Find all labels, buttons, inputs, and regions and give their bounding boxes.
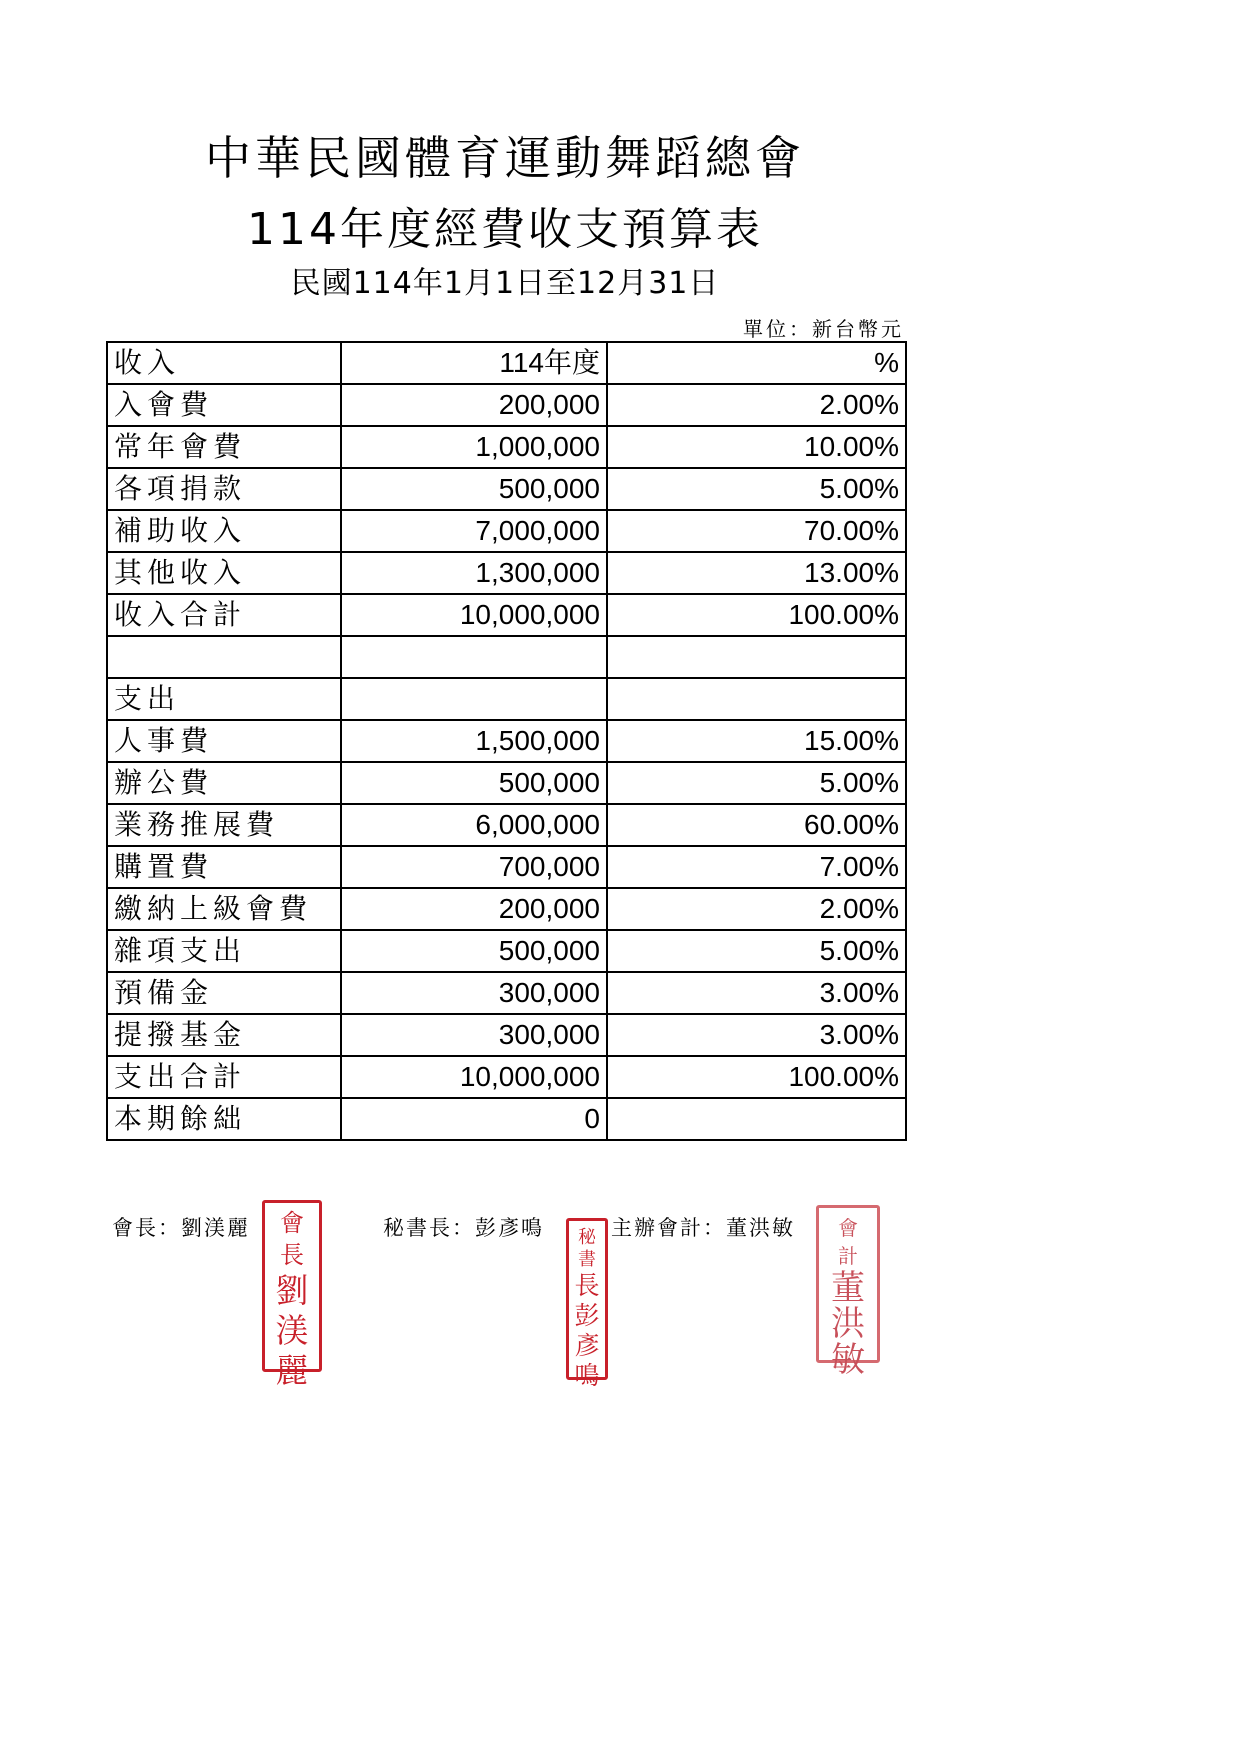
expense-header-row [107, 678, 906, 720]
row-item: 預備金 [107, 972, 341, 1014]
row-amount: 300,000 [341, 972, 607, 1014]
header-amount: 114年度 [341, 342, 607, 384]
row-amount: 1,300,000 [341, 552, 607, 594]
table-header-row [107, 342, 906, 384]
table-row [107, 762, 906, 804]
table-row [107, 804, 906, 846]
row-amount: 300,000 [341, 1014, 607, 1056]
table-row [107, 552, 906, 594]
table-row [107, 1014, 906, 1056]
row-amount: 200,000 [341, 888, 607, 930]
president-seal: 會 長 劉 渼 麗 [262, 1200, 322, 1372]
row-item: 本期餘絀 [107, 1098, 341, 1140]
row-item: 補助收入 [107, 510, 341, 552]
blank-cell [607, 636, 906, 678]
row-amount: 700,000 [341, 846, 607, 888]
row-percent: 100.00% [607, 1056, 906, 1098]
row-amount: 500,000 [341, 930, 607, 972]
row-item: 支出合計 [107, 1056, 341, 1098]
row-amount: 6,000,000 [341, 804, 607, 846]
row-percent: 100.00% [607, 594, 906, 636]
table-row [107, 888, 906, 930]
balance-row [107, 1098, 906, 1140]
header-item: 收入 [107, 342, 341, 384]
row-amount: 7,000,000 [341, 510, 607, 552]
row-item: 業務推展費 [107, 804, 341, 846]
row-item: 雜項支出 [107, 930, 341, 972]
document-title: 114年度經費收支預算表 [247, 204, 763, 255]
row-item: 常年會費 [107, 426, 341, 468]
header-percent: % [607, 342, 906, 384]
row-percent: 2.00% [607, 384, 906, 426]
table-row [107, 426, 906, 468]
row-percent: 2.00% [607, 888, 906, 930]
row-percent: 70.00% [607, 510, 906, 552]
row-amount: 500,000 [341, 762, 607, 804]
blank-cell [341, 636, 607, 678]
row-item: 辦公費 [107, 762, 341, 804]
expense-header: 支出 [107, 678, 341, 720]
row-amount: 500,000 [341, 468, 607, 510]
income-total-row [107, 594, 906, 636]
table-row [107, 720, 906, 762]
blank-cell [107, 636, 341, 678]
budget-period: 民國114年1月1日至12月31日 [290, 266, 720, 301]
row-percent: 3.00% [607, 972, 906, 1014]
row-amount: 1,000,000 [341, 426, 607, 468]
row-item: 入會費 [107, 384, 341, 426]
accountant-seal: 會 計 董 洪 敏 [816, 1205, 880, 1363]
table-row [107, 384, 906, 426]
row-amount: 10,000,000 [341, 1056, 607, 1098]
blank-cell [607, 678, 906, 720]
row-item: 其他收入 [107, 552, 341, 594]
currency-unit: 單位：新台幣元 [743, 317, 904, 341]
table-row [107, 510, 906, 552]
table-row [107, 972, 906, 1014]
row-percent: 5.00% [607, 762, 906, 804]
blank-row [107, 636, 906, 678]
row-item: 提撥基金 [107, 1014, 341, 1056]
row-item: 各項捐款 [107, 468, 341, 510]
row-percent: 7.00% [607, 846, 906, 888]
president-signature-label: 會長：劉渼麗 [112, 1216, 250, 1240]
row-percent: 60.00% [607, 804, 906, 846]
row-percent: 5.00% [607, 468, 906, 510]
table-row [107, 468, 906, 510]
row-percent [607, 1098, 906, 1140]
expense-total-row [107, 1056, 906, 1098]
organization-name: 中華民國體育運動舞蹈總會 [205, 131, 805, 185]
table-row [107, 930, 906, 972]
row-amount: 200,000 [341, 384, 607, 426]
row-percent: 15.00% [607, 720, 906, 762]
row-item: 繳納上級會費 [107, 888, 341, 930]
row-percent: 10.00% [607, 426, 906, 468]
blank-cell [341, 678, 607, 720]
row-percent: 13.00% [607, 552, 906, 594]
row-amount: 1,500,000 [341, 720, 607, 762]
row-percent: 3.00% [607, 1014, 906, 1056]
accountant-signature-label: 主辦會計：董洪敏 [611, 1216, 795, 1240]
row-item: 購置費 [107, 846, 341, 888]
row-amount: 0 [341, 1098, 607, 1140]
budget-table [106, 341, 907, 1141]
row-percent: 5.00% [607, 930, 906, 972]
table-row [107, 846, 906, 888]
row-item: 人事費 [107, 720, 341, 762]
secretary-signature-label: 秘書長：彭彥鳴 [383, 1216, 544, 1240]
row-amount: 10,000,000 [341, 594, 607, 636]
secretary-seal: 秘 書 長 彭 彥 鳴 [566, 1218, 608, 1380]
row-item: 收入合計 [107, 594, 341, 636]
